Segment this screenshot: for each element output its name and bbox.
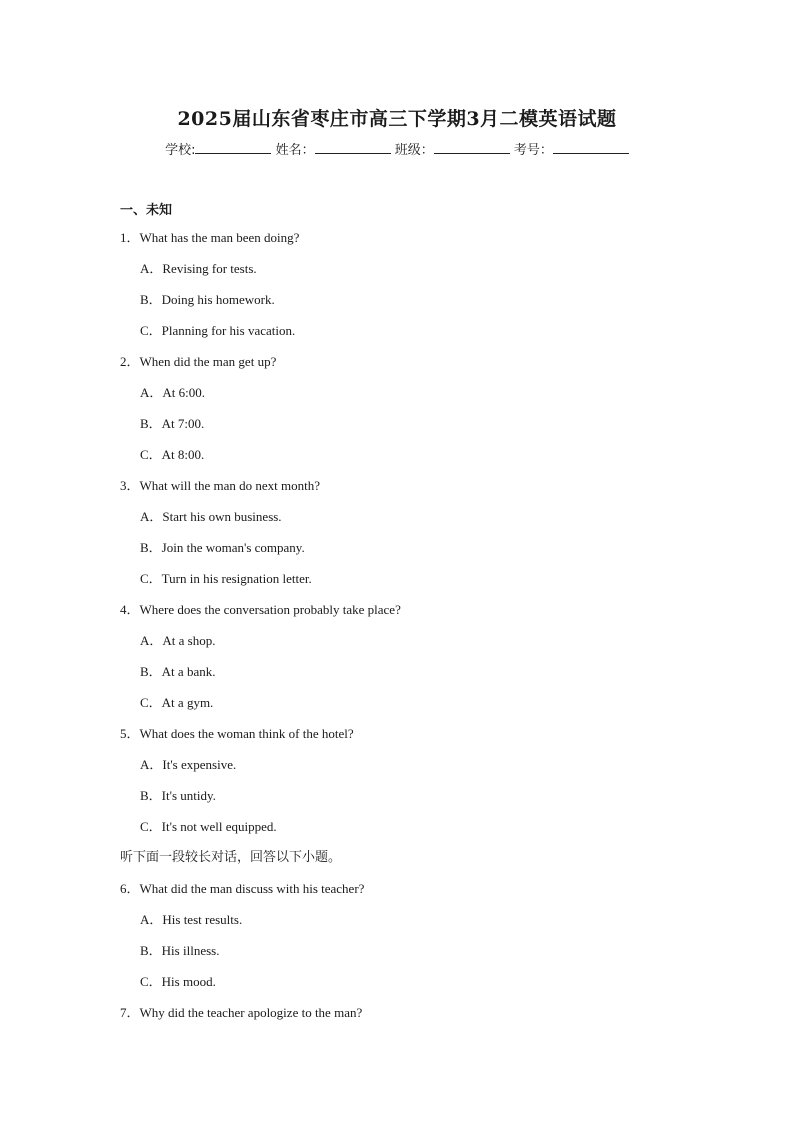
option-text: Planning for his vacation. [161,323,296,338]
question-number: 6． [120,881,140,896]
option-letter: A． [140,385,163,400]
question-4-option-b[interactable] [120,656,680,687]
section-heading: 一、未知 [120,203,173,218]
name-label: 姓名： [275,143,315,158]
option-letter: B． [140,943,162,958]
question-number: 4． [120,602,140,617]
option-letter: C． [140,447,162,462]
option-text: At a gym. [161,695,214,710]
option-text: His illness. [161,943,220,958]
option-text: Doing his homework. [161,292,275,307]
option-letter: C． [140,323,162,338]
question-text: What has the man been doing? [139,230,300,245]
question-4-option-c[interactable] [120,687,680,718]
question-6-option-b[interactable] [120,935,680,966]
option-letter: C． [140,571,162,586]
question-5-option-a[interactable] [120,749,680,780]
listening-instruction: 听下面一段较长对话，回答以下小题。 [120,850,342,865]
option-text: Turn in his resignation letter. [161,571,312,586]
option-text: It's untidy. [161,788,216,803]
question-number: 1． [120,230,140,245]
question-list [120,200,680,1028]
question-2-option-a[interactable] [120,377,680,408]
school-blank[interactable] [195,141,271,154]
question-text: When did the man get up? [139,354,277,369]
question-1-option-a[interactable] [120,253,680,284]
school-label: 学校: [165,143,196,158]
class-blank[interactable] [434,141,510,154]
option-text: At 8:00. [161,447,205,462]
question-5 [120,718,680,749]
option-letter: C． [140,695,162,710]
option-letter: A． [140,633,163,648]
exam-no-blank[interactable] [553,141,629,154]
option-letter: A． [140,757,163,772]
option-text: His mood. [161,974,216,989]
option-text: Start his own business. [162,509,282,524]
option-text: Revising for tests. [162,261,257,276]
question-2-option-c[interactable] [120,439,680,470]
option-text: His test results. [162,912,243,927]
question-number: 2． [120,354,140,369]
option-text: At a bank. [161,664,216,679]
option-letter: B． [140,788,162,803]
question-number: 3． [120,478,140,493]
question-3-option-b[interactable] [120,532,680,563]
option-letter: A． [140,912,163,927]
question-6-option-a[interactable] [120,904,680,935]
page-title: 2025届山东省枣庄市高三下学期3月二模英语试题 [177,108,617,130]
question-number: 7． [120,1005,140,1020]
option-letter: B． [140,416,162,431]
question-text: What will the man do next month? [139,478,321,493]
question-2 [120,346,680,377]
option-letter: C． [140,974,162,989]
question-4-option-a[interactable] [120,625,680,656]
question-6 [120,873,680,904]
question-text: Where does the conversation probably take place? [139,602,401,617]
student-info-line [0,139,794,158]
question-text: Why did the teacher apologize to the man? [139,1005,363,1020]
option-letter: C． [140,819,162,834]
question-3-option-a[interactable] [120,501,680,532]
question-6-option-c[interactable] [120,966,680,997]
option-text: It's not well equipped. [161,819,277,834]
option-text: It's expensive. [162,757,237,772]
class-label: 班级： [394,143,434,158]
name-blank[interactable] [315,141,391,154]
question-1-option-c[interactable] [120,315,680,346]
option-letter: B． [140,664,162,679]
option-letter: A． [140,509,163,524]
question-text: What did the man discuss with his teacher? [139,881,365,896]
question-5-option-b[interactable] [120,780,680,811]
exam-no-label: 考号： [513,143,553,158]
option-letter: B． [140,540,162,555]
question-3 [120,470,680,501]
question-number: 5． [120,726,140,741]
question-1 [120,222,680,253]
question-text: What does the woman think of the hotel? [139,726,354,741]
option-text: At 6:00. [162,385,206,400]
option-letter: A． [140,261,163,276]
option-text: At 7:00. [161,416,205,431]
question-7 [120,997,680,1028]
question-5-option-c[interactable] [120,811,680,842]
question-4 [120,594,680,625]
question-2-option-b[interactable] [120,408,680,439]
option-text: Join the woman's company. [161,540,305,555]
question-3-option-c[interactable] [120,563,680,594]
question-1-option-b[interactable] [120,284,680,315]
option-letter: B． [140,292,162,307]
option-text: At a shop. [162,633,216,648]
